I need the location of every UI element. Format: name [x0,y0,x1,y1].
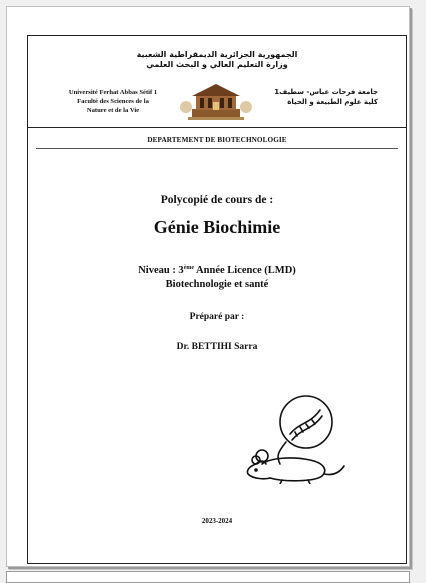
arabic-faculty-name: كلية علوم الطبيعة و الحياة [287,98,378,106]
arabic-university-name: جامعة فرحات عباس- سطيف1 [274,88,378,96]
department-title: DEPARTEMENT DE BIOTECHNOLOGIE [147,136,287,144]
arabic-institution-block [260,87,378,107]
university-name: Université Ferhat Abbas Sétif 1 [68,89,158,96]
course-track: Biotechnologie et santé [165,279,269,290]
academic-year: 2023-2024 [201,517,233,525]
university-building-logo-icon [178,79,254,121]
french-institution-block [60,88,166,115]
course-level-block [28,264,406,292]
document-page [6,6,410,567]
faculty-line-1: Faculté des Sciences de la [77,98,149,105]
level-suffix: Année Licence (LMD) [194,265,296,276]
level-prefix: Niveau : 3 [138,265,184,276]
prepared-by-label: Préparé par : [189,312,245,322]
course-title: Génie Biochimie [153,217,281,237]
level-superscript: ème [183,265,195,271]
arabic-ministry-header [28,50,406,70]
mouse-dna-magnifier-icon [222,394,352,484]
arabic-republic-line: الجمهورية الجزائرية الديمقراطية الشعبية [136,50,298,59]
next-page-edge [6,571,410,583]
university-header [28,36,406,128]
author-name: Dr. BETTIHI Sarra [176,342,258,352]
arabic-ministry-line: وزارة التعليم العالي و البحث العلمي [146,60,288,69]
course-intro: Polycopié de cours de : [160,194,274,206]
department-underline [36,148,398,149]
page-border-frame [27,35,407,564]
faculty-line-2: Nature et de la Vie [86,107,140,114]
course-level [28,264,406,278]
